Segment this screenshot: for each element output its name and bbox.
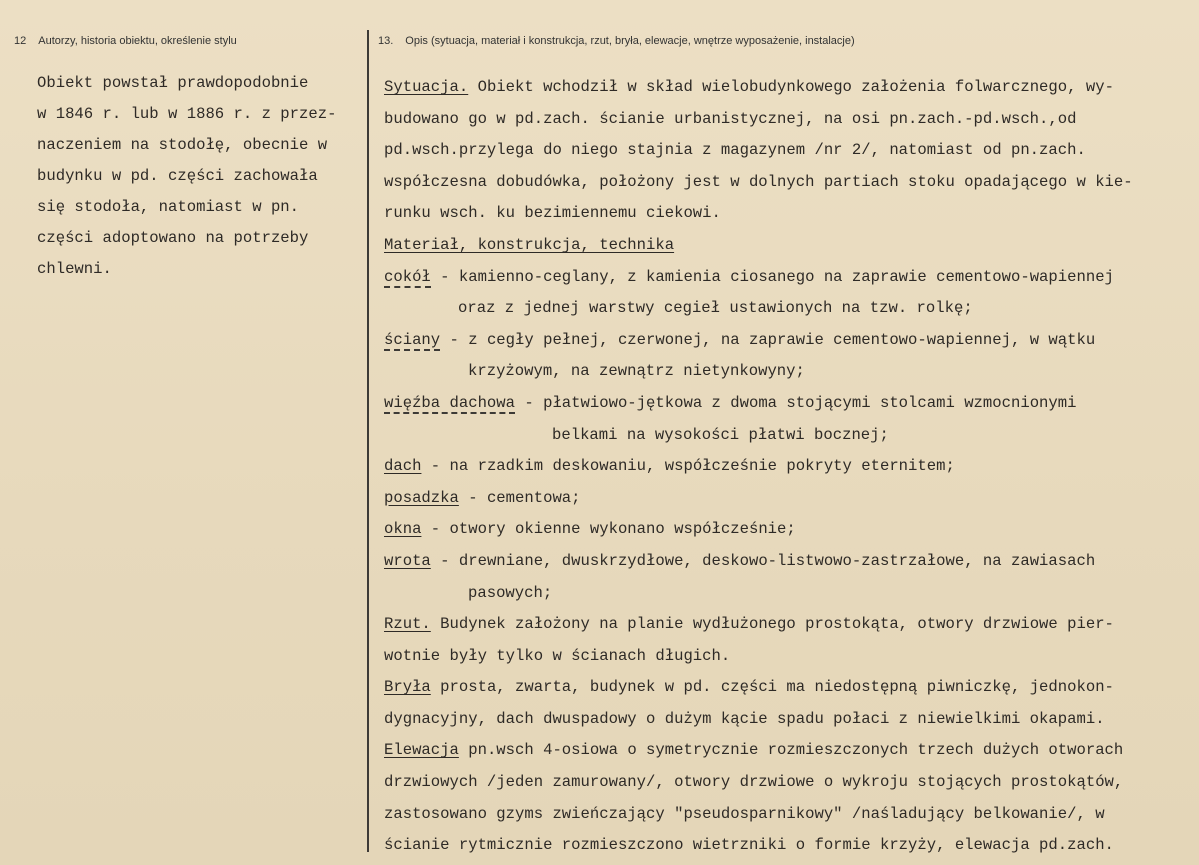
rzut-line: wotnie były tylko w ścianach długich. — [384, 646, 731, 665]
material-heading-line — [384, 230, 1133, 262]
sytuacja-line: budowano go w pd.zach. ścianie urbanistycznej, na osi pn.zach.-pd.wsch.,od — [384, 109, 1077, 128]
wiezba-line: więźba dachowa - płatwiowo-jętkowa z dwoma stojącymi stolcami wzmocnionymi — [384, 393, 1077, 412]
elewacja-line: Elewacja pn.wsch 4-osiowa o symetrycznie rozmieszczonych trzech dużych otworach — [384, 741, 1124, 760]
cokol-line: oraz z jednej warstwy cegieł ustawionych na tzw. rolkę; — [458, 299, 973, 318]
sciany-line: ściany - z cegły pełnej, czerwonej, na zaprawie cementowo-wapiennej, w wątku — [384, 330, 1096, 349]
dach-line: dach - na rzadkim deskowaniu, współcześnie pokryty eternitem; — [384, 457, 955, 476]
history-line: części adoptowano na potrzeby — [37, 229, 309, 247]
dach-label: dach — [384, 457, 422, 476]
right-header — [378, 35, 855, 47]
wrota-label: wrota — [384, 551, 431, 570]
sytuacja-line: Sytuacja. Obiekt wchodził w skład wielobudynkowego założenia folwarcznego, wy- — [384, 78, 1114, 96]
sciany-line: krzyżowym, na zewnątrz nietynkowyny; — [468, 362, 805, 381]
right-header-number: 13. — [378, 35, 394, 47]
cokol-label: cokół — [384, 267, 431, 286]
bryla-line: Bryła prosta, zwarta, budynek w pd. części ma niedostępną piwniczkę, jednokon- — [384, 678, 1114, 697]
sytuacja-line: współczesna dobudówka, położony jest w dolnych partiach stoku opadającego w kie- — [384, 172, 1133, 191]
rzut-label: Rzut. — [384, 615, 431, 634]
description-text — [384, 72, 1133, 862]
material-heading: Materiał, konstrukcja, technika — [384, 235, 675, 254]
column-divider — [367, 30, 369, 852]
sytuacja-label: Sytuacja. — [384, 78, 469, 96]
right-column — [370, 0, 1199, 865]
history-line: Obiekt powstał prawdopodobnie — [37, 74, 309, 92]
history-line: w 1846 r. lub w 1886 r. z przez- — [37, 105, 337, 123]
elewacja-label: Elewacja — [384, 741, 459, 760]
history-line: się stodoła, natomiast w pn. — [37, 198, 300, 216]
wiezba-label: więźba dachowa — [384, 393, 516, 412]
wrota-line: wrota - drewniane, dwuskrzydłowe, deskowo-listwowo-zastrzałowe, na zawiasach — [384, 551, 1096, 570]
history-line: chlewni. — [37, 260, 112, 278]
posadzka-label: posadzka — [384, 488, 459, 507]
bryla-line: dygnacyjny, dach dwuspadowy o dużym kącie spadu połaci z niewielkimi okapami. — [384, 709, 1105, 728]
left-header-title: Autorzy, historia obiektu, określenie stylu — [38, 35, 237, 47]
sytuacja-line: runku wsch. ku bezimiennemu ciekowi. — [384, 204, 721, 223]
posadzka-line: posadzka - cementowa; — [384, 488, 581, 507]
elewacja-line: drzwiowych /jeden zamurowany/, otwory drzwiowe o wykroju stojących prostokątów, — [384, 773, 1124, 792]
history-text — [37, 68, 336, 285]
history-line: naczeniem na stodołę, obecnie w — [37, 136, 328, 154]
okna-label: okna — [384, 520, 422, 539]
bryla-label: Bryła — [384, 678, 431, 697]
history-line: budynku w pd. części zachowała — [37, 167, 318, 185]
sytuacja-line: pd.wsch.przylega do niego stajnia z magazynem /nr 2/, natomiast od pn.zach. — [384, 141, 1086, 160]
left-column — [0, 0, 366, 865]
okna-line: okna - otwory okienne wykonano współcześnie; — [384, 520, 796, 539]
elewacja-line: zastosowano gzyms zwieńczający "pseudosparnikowy" /naśladujący belkowanie/, w — [384, 804, 1105, 823]
left-header-number: 12 — [14, 35, 27, 47]
cokol-line: cokół - kamienno-ceglany, z kamienia ciosanego na zaprawie cementowo-wapiennej — [384, 267, 1114, 286]
sciany-label: ściany — [384, 330, 441, 349]
wiezba-line: belkami na wysokości płatwi bocznej; — [552, 425, 889, 444]
elewacja-line: ścianie rytmicznie rozmieszczono wietrzniki o formie krzyży, elewacja pd.zach. — [384, 836, 1114, 855]
rzut-line: Rzut. Budynek założony na planie wydłużonego prostokąta, otwory drzwiowe pier- — [384, 615, 1114, 634]
left-header — [14, 35, 237, 47]
right-header-title: Opis (sytuacja, materiał i konstrukcja, rzut, bryła, elewacje, wnętrze wyposażenie, instalacje) — [405, 35, 855, 47]
wrota-line: pasowych; — [468, 583, 553, 602]
